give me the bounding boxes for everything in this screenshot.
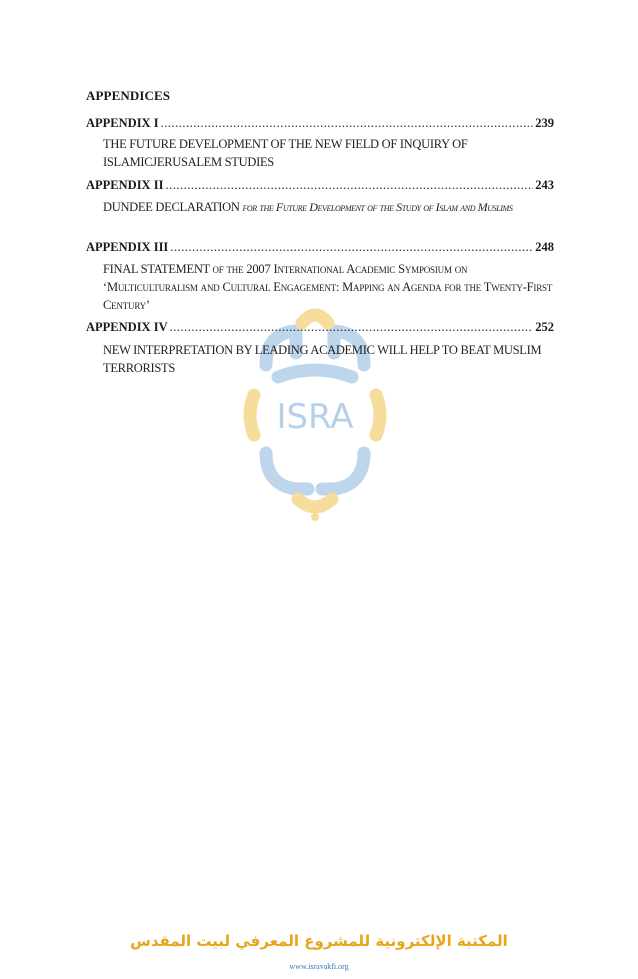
isra-logo-icon — [236, 303, 394, 523]
toc-entry-subtitle — [103, 135, 555, 171]
dot-leader — [161, 116, 534, 131]
toc-page-number: 252 — [535, 320, 554, 334]
toc-entry-appendix-1[interactable] — [86, 116, 554, 131]
toc-entry-appendix-3[interactable] — [86, 240, 554, 255]
toc-page-number: 239 — [535, 116, 554, 130]
toc-entry-subtitle — [103, 260, 555, 314]
subtitle-text: DUNDEE DECLARATION — [103, 200, 243, 214]
toc-entry-appendix-2[interactable] — [86, 178, 554, 193]
toc-entry-appendix-4[interactable] — [86, 320, 554, 335]
footer-url-link[interactable]: www.isravakfi.org — [289, 962, 349, 971]
dot-leader — [170, 240, 533, 255]
subtitle-text: FINAL STATEMENT — [103, 262, 213, 276]
toc-entry-label: APPENDIX III — [86, 240, 169, 254]
toc-page-number: 248 — [535, 240, 554, 254]
toc-page-number: 243 — [535, 178, 554, 192]
appendices-heading: APPENDICES — [86, 88, 171, 103]
dot-leader — [165, 178, 533, 193]
subtitle-text: NEW INTERPRETATION BY LEADING ACADEMIC WILL HELP TO BEAT MUSLIM TERRORISTS — [103, 343, 542, 375]
toc-entry-label: APPENDIX II — [86, 178, 164, 192]
watermark-text: ISRA — [276, 397, 354, 437]
subtitle-text: THE FUTURE DEVELOPMENT OF THE NEW FIELD OF INQUIRY OF ISLAMICJERUSALEM STUDIES — [103, 137, 468, 169]
subtitle-text-smallcaps: for the Future Development of the Study of Islam and Muslims — [242, 200, 513, 214]
subtitle-text-smallcaps: of the 2007 International Academic Symposium on ‘Multiculturalism and Cultural Engagement: Mapping an Agenda for the Twenty-First Century’ — [103, 262, 553, 312]
footer-arabic-library-name: المكتبة الإلكترونية للمشروع المعرفي لبيت المقدس — [130, 932, 508, 950]
toc-entry-label: APPENDIX IV — [86, 320, 168, 334]
dot-leader — [170, 320, 534, 335]
toc-entry-label: APPENDIX I — [86, 116, 159, 130]
toc-entry-subtitle — [103, 341, 555, 377]
toc-entry-subtitle — [103, 198, 555, 216]
